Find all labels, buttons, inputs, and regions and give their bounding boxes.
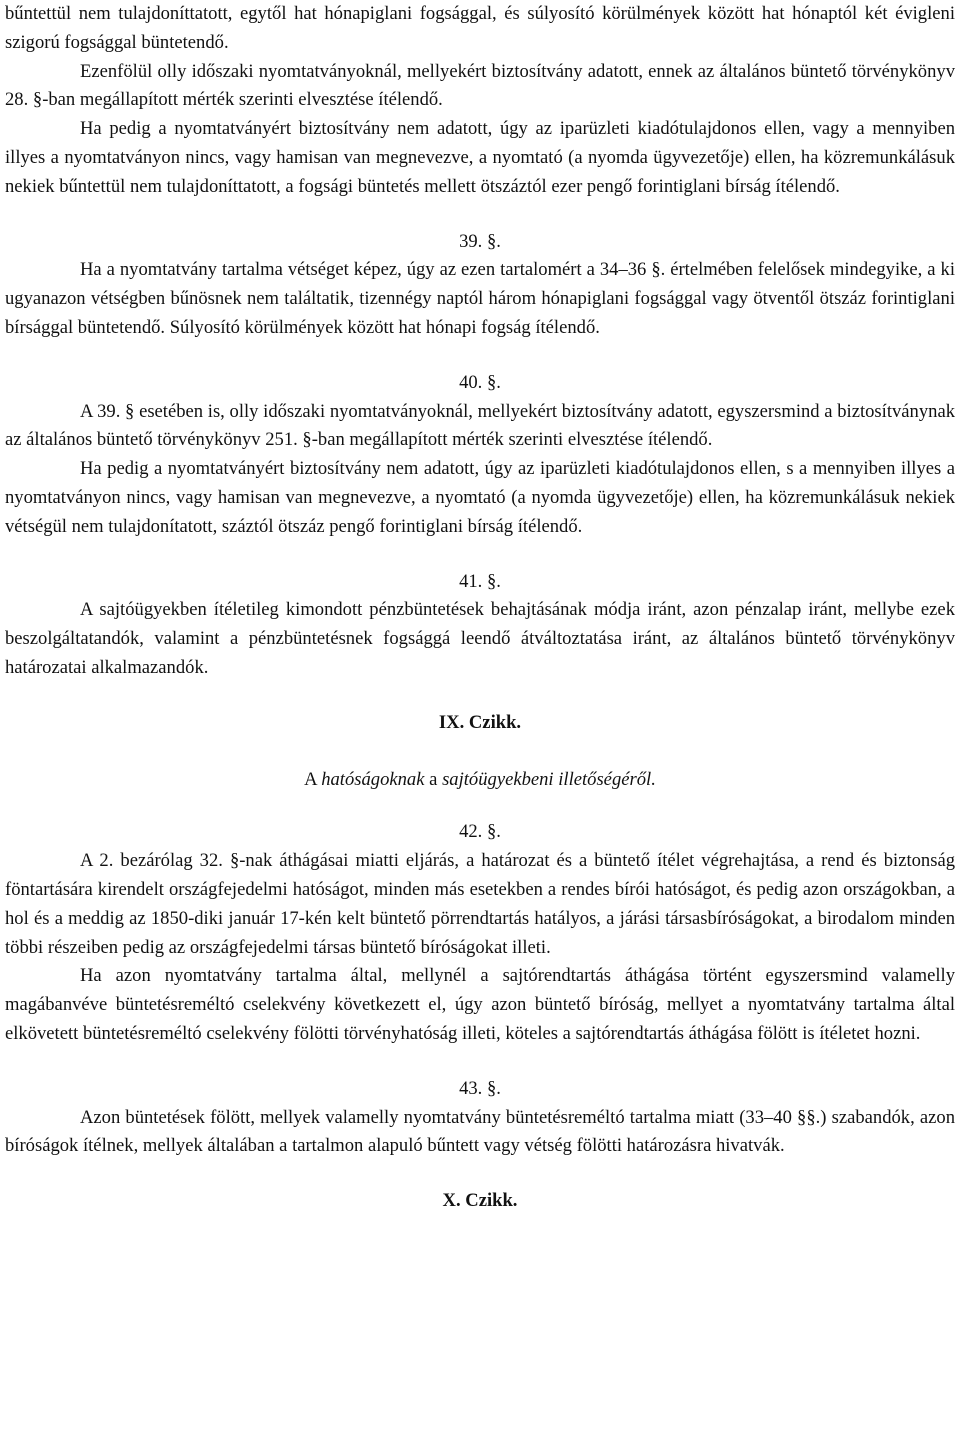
chapter-heading-ix: IX. Czikk. [438, 711, 522, 733]
paragraph-biztositvany-elvesztese: Ezenfölül olly időszaki nyomtatványoknál, mellyekért biztosítvány adatott, ennek az általános büntető törvénykönyv 28. §-ban megállapított mérték szerinti elvesztése ítélendő. [5, 60, 955, 111]
chapter-title-middle: a [424, 768, 443, 790]
section-heading-41: 41. §. [459, 570, 501, 592]
paragraph-40-biztositvany: A 39. § esetében is, olly időszaki nyomtatványoknál, mellyekért biztosítvány adatott, egyszersmind a biztosítványnak az általános büntető törvénykönyv 251. §-ban megállapított mérték szerinti elvesztése ítélendő. [5, 400, 955, 451]
chapter-heading-x: X. Czikk. [442, 1190, 518, 1212]
chapter-title-italic-1: hatóságoknak [321, 768, 425, 790]
chapter-title-italic-2: sajtóügyekbeni illetőségéről. [442, 768, 656, 790]
section-heading-40: 40. §. [459, 371, 501, 393]
paragraph-39-vetseg: Ha a nyomtatvány tartalma vétséget képez, úgy az ezen tartalomért a 34–36 §. értelmében felelősek mindegyike, a ki ugyanazon vétségben bűnösnek nem találtatik, tizennégy naptól három hónapiglani fogsággal vagy ötventől ötszáz forintiglani bírsággal büntetendő. Súlyosító körülmények között hat hónapi fogság ítélendő. [5, 259, 955, 338]
paragraph-43-birosagok: Azon büntetések fölött, mellyek valamelly nyomtatvány büntetésreméltó tartalma miatt (33–40 §§.) szabandók, azon bíróságok ítélnek, mellyek általában a tartalmon alapuló bűntett vagy vétség fölötti határozásra hivatvák. [5, 1106, 955, 1157]
paragraph-42-buntetoi-birosag: Ha azon nyomtatvány tartalma által, mellynél a sajtórendtartás áthágása történt egyszersmind valamelly magábanvéve büntetésreméltó cselekvény következett el, úgy azon büntető bíróság, mellyet a nyomtatvány tartalma által elkövetett büntetésreméltó cselekvény fölötti törvényhatóság illeti, köteles a sajtórendtartás áthágása fölött is ítéletet hozni. [5, 965, 955, 1044]
section-heading-42: 42. §. [459, 821, 501, 843]
document-page [5, 0, 955, 1216]
chapter-title-prefix: A [304, 768, 322, 790]
section-heading-39: 39. §. [459, 230, 501, 252]
paragraph-40-birsag: Ha pedig a nyomtatványért biztosítvány nem adatott, úgy az iparüzleti kiadótulajdonos ellen, s a mennyiben illyes a nyomtatványon nincs, vagy hamisan van megnevezve, a nyomtató (a nyomda ügyvezetője) ellen, ha közremunkálásuk nekiek vétségül nem tulajdonítatott, száztól ötszáz pengő forintiglani bírság ítélendő. [5, 458, 955, 537]
paragraph-continuation: bűntettül nem tulajdoníttatott, egytől hat hónapiglani fogsággal, és súlyosító körülmények között hat hónaptól két évigleni szigorú fogsággal büntetendő. [5, 3, 955, 53]
paragraph-birsag-ha-nem-adatott: Ha pedig a nyomtatványért biztosítvány nem adatott, úgy az iparüzleti kiadótulajdonos ellen, vagy a mennyiben illyes a nyomtatványon nincs, vagy hamisan van megnevezve, a nyomtató (a nyomda ügyvezetője) ellen, ha közremunkálásuk nekiek bűntettül nem tulajdoníttatott, a fogsági büntetés mellett ötszáztól ezer pengő forintiglani bírság ítélendő. [5, 118, 955, 197]
chapter-title-ix [5, 766, 955, 795]
paragraph-42-eljaras: A 2. bezárólag 32. §-nak áthágásai miatti eljárás, a határozat és a büntető ítélet végrehajtása, a rend és biztonság föntartására kirendelt országfejedelmi hatóságot, minden más esetekben a rendes bírói hatóságot, és pedig azon országokban, a hol és a meddig az 1850-diki január 17-kén kelt büntető pörrendtartás hatályos, a járási társasbíróságokat, a birodalom minden többi részeiben pedig az országfejedelmi társas büntető bíróságokat illeti. [5, 850, 955, 958]
section-heading-43: 43. §. [459, 1077, 501, 1099]
paragraph-41-penzbuntetes: A sajtóügyekben ítéletileg kimondott pénzbüntetések behajtásának módja iránt, azon pénzalap iránt, mellybe ezek beszolgáltatandók, valamint a pénzbüntetésnek fogsággá leendő átváltoztatása iránt, az általános büntető törvénykönyv határozatai alkalmazandók. [5, 599, 955, 678]
